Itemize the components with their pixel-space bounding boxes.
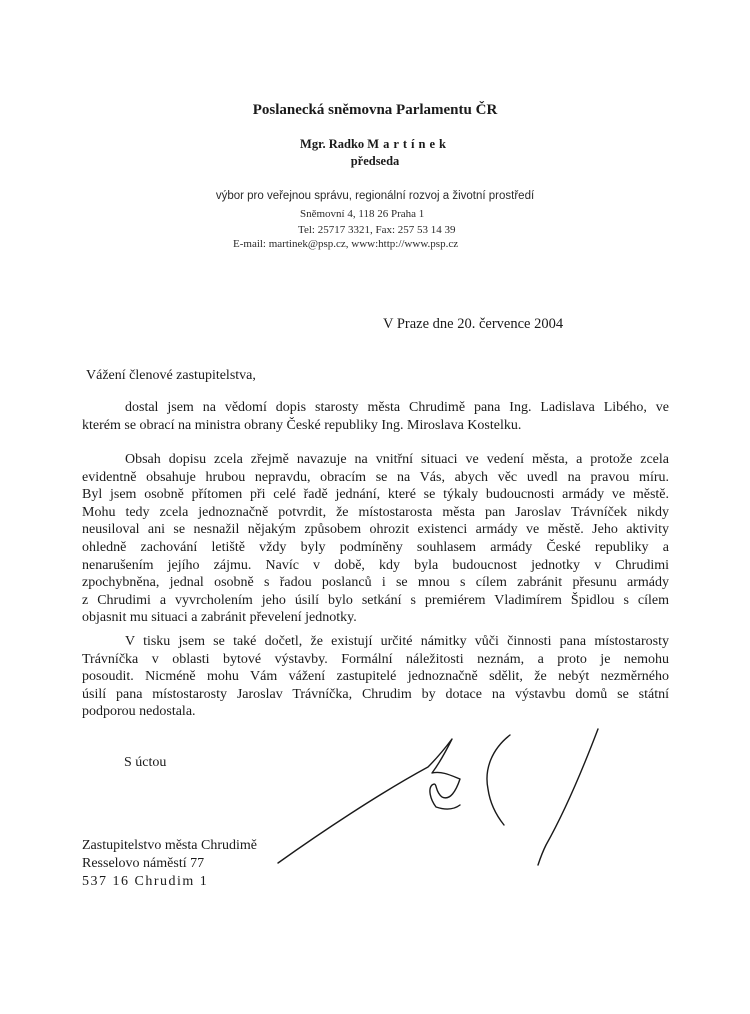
paragraph-line: Obsah dopisu zcela zřejmě navazuje na vnitřní situaci ve vedení města, a protože zcela bbox=[125, 452, 669, 467]
paragraph-line: nenarušením jejího zájmu. Navíc v době, kdy byla budoucnost jednotky v Chrudimi bbox=[82, 557, 669, 573]
sender-role: předseda bbox=[350, 154, 400, 168]
sender-name-prefix: Mgr. Radko bbox=[300, 137, 365, 151]
paragraph-line: podporou nedostala. bbox=[82, 704, 196, 720]
paragraph-line: posoudit. Nicméně mohu Vám vážení zastupitelé jednoznačně sdělit, že nebýt nezměrného bbox=[82, 669, 669, 685]
letter-date: V Praze dne 20. července 2004 bbox=[383, 316, 564, 332]
committee-name: výbor pro veřejnou správu, regionální rozvoj a životní prostředí bbox=[215, 190, 535, 202]
paragraph-line: ohledně zachování letiště vždy byly podmíněny souhlasem armády České republiky a bbox=[82, 539, 669, 555]
paragraph-line: úsilí pana místostarosty Jaroslav Trávníčka, Chrudim by dotace na výstavbu domů se státní bbox=[82, 686, 669, 702]
recipient-line-2: Resselovo náměstí 77 bbox=[82, 856, 205, 871]
paragraph-2 bbox=[82, 451, 669, 627]
signature-image bbox=[260, 715, 620, 875]
paragraph-line: z Chrudimi a vyvrcholením jeho úsilí bylo setkání s premiérem Vladimírem Špidlou s cílem bbox=[82, 592, 669, 608]
paragraph-line: Trávníčka v oblasti bytové výstavby. Formální náležitosti neznám, a proto je nemohu bbox=[82, 651, 669, 667]
paragraph-line: zpochybněna, jednal osobně s řadou poslanců i se mnou s cílem zabránit přesunu armády bbox=[82, 575, 669, 591]
salutation: Vážení členové zastupitelstva, bbox=[86, 368, 256, 383]
paragraph-line: evidentně obsahuje hrubou nepravdu, obracím se na Vás, abych věc uvedl na pravou míru. bbox=[82, 469, 669, 485]
recipient-line-3: 537 16 Chrudim 1 bbox=[82, 874, 209, 889]
closing: S úctou bbox=[124, 755, 167, 770]
paragraph-line: neusiloval ani se nesnažil nějakým způsobem ohrozit existenci armády ve městě. Jeho aktivity bbox=[82, 522, 669, 538]
sender-surname: Martínek bbox=[367, 137, 450, 151]
institution-heading: Poslanecká sněmovna Parlamentu ČR bbox=[252, 102, 498, 118]
paragraph-line: objasnit mu situaci a zabránit převelení jednotky. bbox=[82, 610, 357, 626]
paragraph-line: kterém se obrací na ministra obrany České republiky Ing. Miroslava Kostelku. bbox=[82, 417, 522, 433]
paragraph-line: Byl jsem osobně přítomen při celé řadě jednání, které se týkaly budoucnosti armády ve městě. bbox=[82, 487, 669, 503]
sender-name bbox=[0, 137, 750, 152]
paragraph-line: Mohu tedy zcela jednoznačně potvrdit, že místostarosta města pan Jaroslav Trávníček nikdy bbox=[82, 504, 669, 520]
recipient-line-1: Zastupitelstvo města Chrudimě bbox=[82, 838, 257, 853]
paragraph-3 bbox=[82, 633, 669, 721]
sender-contact: E-mail: martinek@psp.cz, www:http://www.psp.cz bbox=[233, 238, 459, 250]
paragraph-line: V tisku jsem se také dočetl, že existují určité námitky vůči činnosti pana místostarosty bbox=[125, 634, 669, 649]
sender-address: Sněmovní 4, 118 26 Praha 1 bbox=[300, 208, 425, 220]
sender-phone: Tel: 25717 3321, Fax: 257 53 14 39 bbox=[298, 224, 456, 236]
paragraph-1 bbox=[82, 399, 669, 434]
paragraph-line: dostal jsem na vědomí dopis starosty města Chrudimě pana Ing. Ladislava Libého, ve bbox=[125, 400, 669, 415]
